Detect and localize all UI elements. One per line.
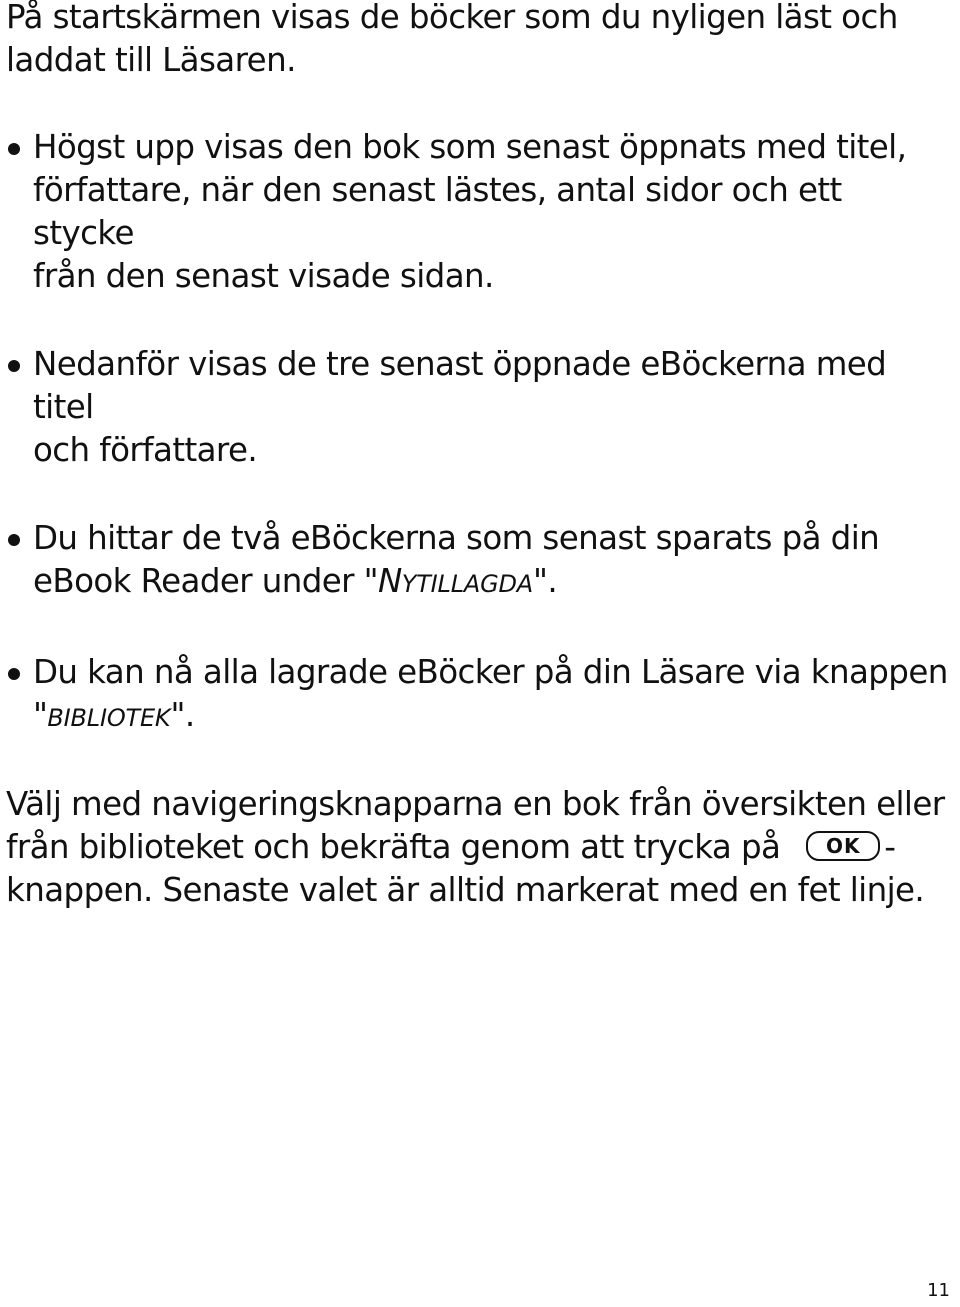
bullet-1-line-1: Högst upp visas den bok som senast öppnats med titel, (33, 128, 907, 166)
bullet-3-line-2-suffix: ". (533, 562, 558, 600)
bullet-dot-icon (8, 360, 20, 372)
bibliotek-label: BIBLIOTEK (47, 704, 171, 732)
closing-line-1: Välj med navigeringsknapparna en bok från översikten eller (6, 785, 945, 823)
bullet-item-library (6, 651, 951, 740)
bullet-2-line-2: och författare. (33, 431, 258, 469)
bullet-4-line-2-suffix: ". (170, 696, 195, 734)
page-number: 11 (927, 1280, 950, 1301)
bullet-item-recently-added (6, 517, 951, 606)
bullet-2-line-1: Nedanför visas de tre senast öppnade eBöckerna med titel (33, 345, 887, 426)
bullet-item-latest-book (6, 126, 951, 298)
intro-line-2: laddat till Läsaren. (6, 41, 296, 79)
bullet-list (6, 126, 951, 740)
nytillagda-label-rest: YTILLAGDA (401, 570, 534, 598)
bullet-dot-icon (8, 668, 20, 680)
bullet-item-recent-three (6, 343, 951, 472)
bullet-3-line-2-prefix: eBook Reader under " (33, 562, 379, 600)
ok-key-icon: OK (806, 831, 880, 861)
nytillagda-label-initial: N (378, 562, 402, 600)
closing-line-3: knappen. Senaste valet är alltid markerat med en fet linje. (6, 871, 925, 909)
intro-line-1: På startskärmen visas de böcker som du nyligen läst och (6, 0, 898, 36)
closing-line-2-prefix: från biblioteket och bekräfta genom att trycka på (6, 828, 781, 866)
document-page (6, 0, 951, 912)
closing-line-2-suffix: - (884, 828, 896, 866)
bullet-4-line-1: Du kan nå alla lagrade eBöcker på din Läsare via knappen (33, 653, 948, 691)
bullet-4-line-2-prefix: " (33, 696, 48, 734)
bullet-dot-icon (8, 143, 20, 155)
bullet-dot-icon (8, 534, 20, 546)
bullet-3-line-1: Du hittar de två eBöckerna som senast sparats på din (33, 519, 880, 557)
intro-paragraph (6, 0, 951, 82)
bullet-1-line-2: författare, när den senast lästes, antal sidor och ett stycke (33, 171, 842, 252)
bullet-1-line-3: från den senast visade sidan. (33, 257, 494, 295)
closing-paragraph (6, 783, 951, 912)
